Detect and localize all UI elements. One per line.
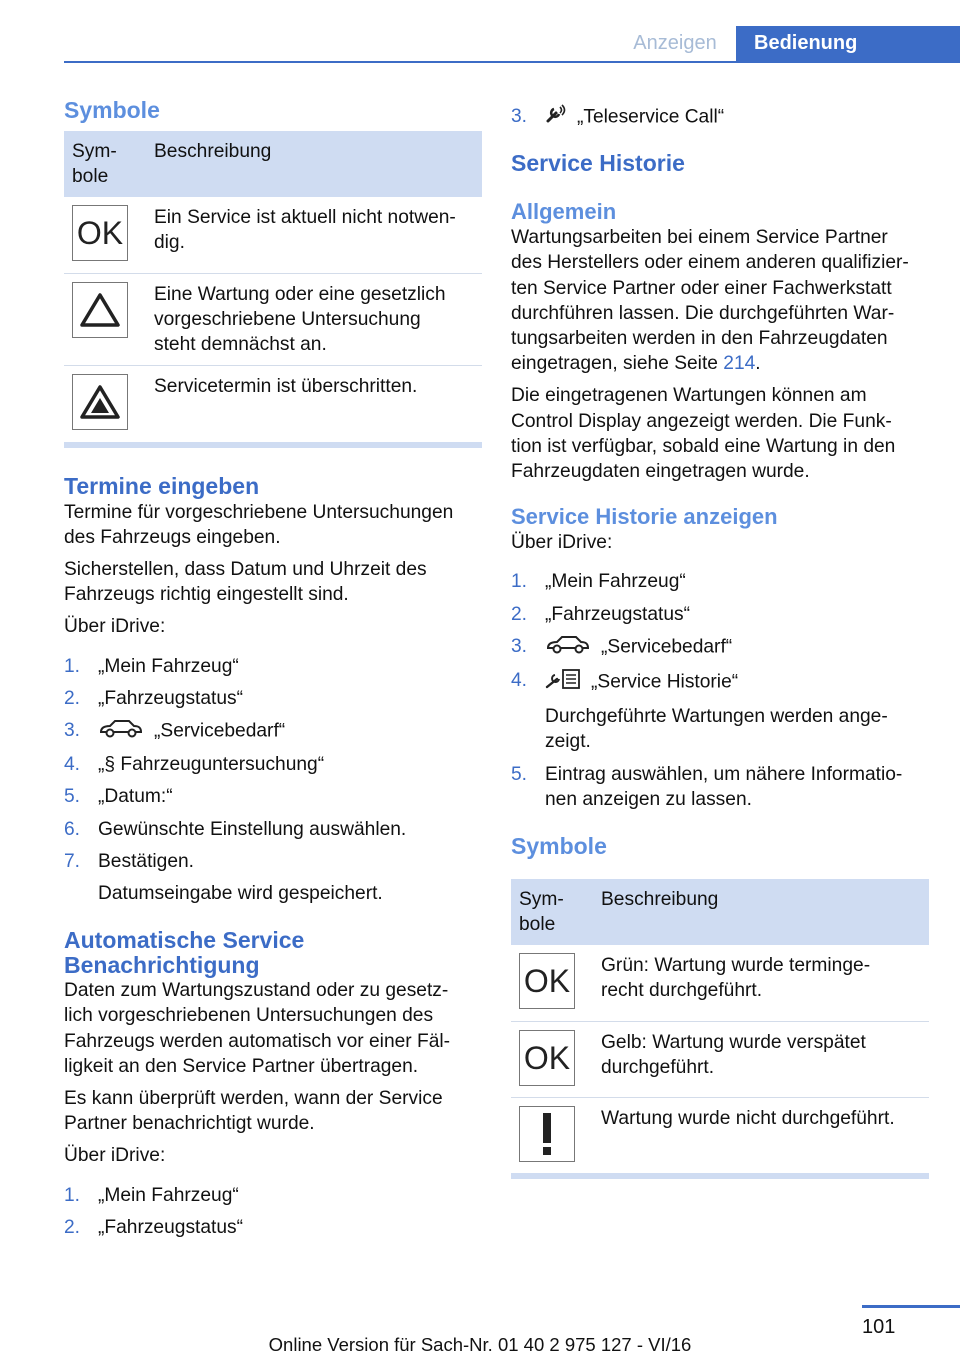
online-version-text: Online Version für Sach-Nr. 01 40 2 975 127 - VI/16 bbox=[268, 1334, 692, 1355]
termine-paragraph-1: Termine für vorgeschriebene Untersuchungen des Fahrzeugs eingeben. bbox=[64, 501, 454, 548]
car-service-icon bbox=[98, 718, 144, 745]
allgemein-paragraph-1 bbox=[511, 225, 929, 376]
step-number: 2. bbox=[64, 687, 81, 709]
step-text: „Servicebedarf“ bbox=[154, 720, 286, 742]
col-desc-header bbox=[593, 879, 929, 945]
ok-green-icon bbox=[519, 953, 575, 1009]
table-row bbox=[511, 945, 929, 1021]
exclamation-icon bbox=[519, 1106, 575, 1162]
step-text: „§ Fahrzeuguntersuchung“ bbox=[98, 754, 325, 776]
step-text: „Servicebedarf“ bbox=[601, 636, 733, 658]
step-number: 4. bbox=[64, 754, 81, 776]
termine-steps bbox=[64, 654, 482, 907]
symbols-table bbox=[64, 131, 482, 442]
row-desc: Eine Wartung oder eine gesetzlich vorgeschriebene Untersuchung steht demnächst an. bbox=[154, 283, 446, 355]
warning-triangle-filled-icon bbox=[72, 374, 128, 430]
symbols-table-2 bbox=[511, 879, 929, 1173]
auto-paragraph-2: Es kann überprüft werden, wann der Service Partner benachrichtigt wurde. bbox=[64, 1088, 443, 1135]
page-number: 101 bbox=[862, 1316, 896, 1338]
wrench-signal-icon bbox=[545, 104, 567, 131]
list-item bbox=[64, 1183, 482, 1208]
row-desc: Grün: Wartung wurde terminge- recht durchgeführt. bbox=[601, 955, 871, 1002]
symbols-heading-2: Symbole bbox=[511, 833, 607, 860]
list-item bbox=[64, 849, 482, 906]
list-item bbox=[511, 602, 929, 627]
list-item bbox=[64, 654, 482, 679]
col-symbol-header bbox=[511, 879, 593, 945]
anzeigen-heading: Service Historie anzeigen bbox=[511, 504, 778, 530]
tab-anzeigen[interactable]: Anzeigen bbox=[633, 32, 717, 54]
step-text: „Mein Fahrzeug“ bbox=[98, 655, 239, 677]
col-desc-header bbox=[146, 131, 482, 197]
step-text: Gewünschte Einstellung auswählen. bbox=[98, 818, 407, 840]
col-desc-label: Beschreibung bbox=[601, 889, 719, 911]
col-symbol-label: Sym- bole bbox=[72, 141, 117, 187]
step-number: 7. bbox=[64, 850, 81, 872]
step-text: „Fahrzeugstatus“ bbox=[98, 1216, 244, 1238]
step-text: „Fahrzeugstatus“ bbox=[98, 687, 244, 709]
svg-text:OK: OK bbox=[523, 965, 571, 998]
step-number: 5. bbox=[64, 786, 81, 808]
row-desc: Ein Service ist aktuell nicht notwen- dig. bbox=[154, 207, 456, 254]
list-item bbox=[511, 668, 929, 755]
table-row bbox=[511, 1021, 929, 1097]
step-text: „Service Historie“ bbox=[591, 671, 739, 693]
step-number: 3. bbox=[511, 106, 528, 127]
list-item bbox=[511, 762, 929, 812]
allgemein-text: Wartungsarbeiten bei einem Service Partner des Herstellers oder einem anderen qualifizier- ten Service Partner oder einer Fachwerkstatt durchführen lassen. Die durchgeführten War- tungsarbeiten werden in den Fahrzeugdaten eingetragen, siehe Seite bbox=[511, 227, 909, 375]
allgemein-paragraph-2: Die eingetragenen Wartungen können am Control Display angezeigt werden. Die Funk- tion ist verfügbar, sobald eine Wartung in den Fahrzeugdaten eingetragen wurde. bbox=[511, 385, 896, 483]
col-desc-label: Beschreibung bbox=[154, 141, 272, 162]
step-text: Bestätigen. bbox=[98, 850, 195, 872]
table-row bbox=[64, 366, 482, 442]
auto-paragraph-3: Über iDrive: bbox=[64, 1145, 166, 1167]
step-text: „Fahrzeugstatus“ bbox=[545, 603, 691, 625]
warning-triangle-outline-icon bbox=[72, 282, 128, 338]
termine-paragraph-2: Sicherstellen, dass Datum und Uhrzeit des Fahrzeugs richtig eingestellt sind. bbox=[64, 559, 427, 606]
step-note: Datumseingabe wird gespeichert. bbox=[98, 883, 383, 905]
table-row bbox=[64, 197, 482, 273]
car-service-icon bbox=[545, 634, 591, 661]
list-item bbox=[511, 569, 929, 594]
tab-bedienung[interactable]: Bedienung bbox=[736, 26, 960, 62]
row-desc: Wartung wurde nicht durchgeführt. bbox=[601, 1107, 895, 1129]
row-desc: Gelb: Wartung wurde verspätet durchgeführt. bbox=[601, 1031, 866, 1078]
svg-text:OK: OK bbox=[76, 217, 124, 249]
step-text: „Mein Fahrzeug“ bbox=[98, 1184, 239, 1206]
anzeigen-steps bbox=[511, 569, 929, 812]
table-end-bar bbox=[64, 442, 482, 448]
step-text: „Datum:“ bbox=[98, 786, 173, 808]
step-number: 1. bbox=[64, 655, 81, 677]
list-item bbox=[64, 718, 482, 745]
step-note: Durchgeführte Wartungen werden ange- zeigt. bbox=[545, 706, 888, 753]
list-item bbox=[64, 817, 482, 842]
step-number: 2. bbox=[511, 603, 528, 625]
list-item bbox=[511, 104, 929, 131]
step-number: 1. bbox=[511, 571, 528, 593]
list-item bbox=[64, 686, 482, 711]
col-symbol-label: Sym- bole bbox=[519, 889, 564, 936]
ok-icon bbox=[72, 205, 128, 261]
step-number: 3. bbox=[511, 635, 528, 657]
table-row bbox=[511, 1097, 929, 1173]
left-column bbox=[64, 96, 482, 1247]
right-column bbox=[511, 104, 929, 1179]
service-history-icon bbox=[545, 668, 581, 697]
termine-heading: Termine eingeben bbox=[64, 472, 260, 499]
termine-paragraph-3: Über iDrive: bbox=[64, 616, 166, 638]
table-row bbox=[64, 273, 482, 366]
footer-rule bbox=[862, 1305, 960, 1308]
step-text: Eintrag auswählen, um nähere Informatio- nen anzeigen zu lassen. bbox=[545, 763, 903, 810]
row-desc: Servicetermin ist überschritten. bbox=[154, 376, 418, 398]
auto-steps bbox=[64, 1183, 482, 1240]
step-text: „Teleservice Call“ bbox=[577, 106, 725, 128]
step-number: 4. bbox=[511, 670, 528, 692]
step-number: 3. bbox=[64, 720, 81, 742]
header-tabs bbox=[614, 26, 960, 62]
allgemein-text-end: . bbox=[755, 353, 761, 375]
step-number: 6. bbox=[64, 818, 81, 840]
list-item bbox=[511, 634, 929, 661]
teleservice-steps bbox=[511, 104, 929, 131]
step-number: 5. bbox=[511, 763, 528, 785]
allgemein-heading: Allgemein bbox=[511, 199, 617, 225]
step-number: 2. bbox=[64, 1216, 81, 1238]
auto-heading: Automatische Service Benachrichtigung bbox=[64, 927, 305, 979]
col-symbol-header bbox=[64, 131, 146, 197]
step-text: „Mein Fahrzeug“ bbox=[545, 571, 686, 593]
anzeigen-paragraph-1: Über iDrive: bbox=[511, 532, 613, 554]
table-end-bar bbox=[511, 1173, 929, 1179]
step-number: 1. bbox=[64, 1184, 81, 1206]
page-link-214[interactable]: 214 bbox=[723, 353, 756, 375]
list-item bbox=[64, 784, 482, 809]
historie-heading: Service Historie bbox=[511, 150, 685, 177]
header-rule bbox=[64, 61, 960, 63]
list-item bbox=[64, 752, 482, 777]
auto-paragraph-1: Daten zum Wartungszustand oder zu gesetz- lich vorgeschriebenen Untersuchungen des Fahrzeugs werden automatisch vor einer Fäl- ligkeit an den Service Partner übertragen. bbox=[64, 980, 451, 1077]
symbols-heading: Symbole bbox=[64, 97, 160, 123]
svg-text:OK: OK bbox=[523, 1041, 571, 1074]
ok-yellow-icon bbox=[519, 1030, 575, 1086]
list-item bbox=[64, 1215, 482, 1240]
